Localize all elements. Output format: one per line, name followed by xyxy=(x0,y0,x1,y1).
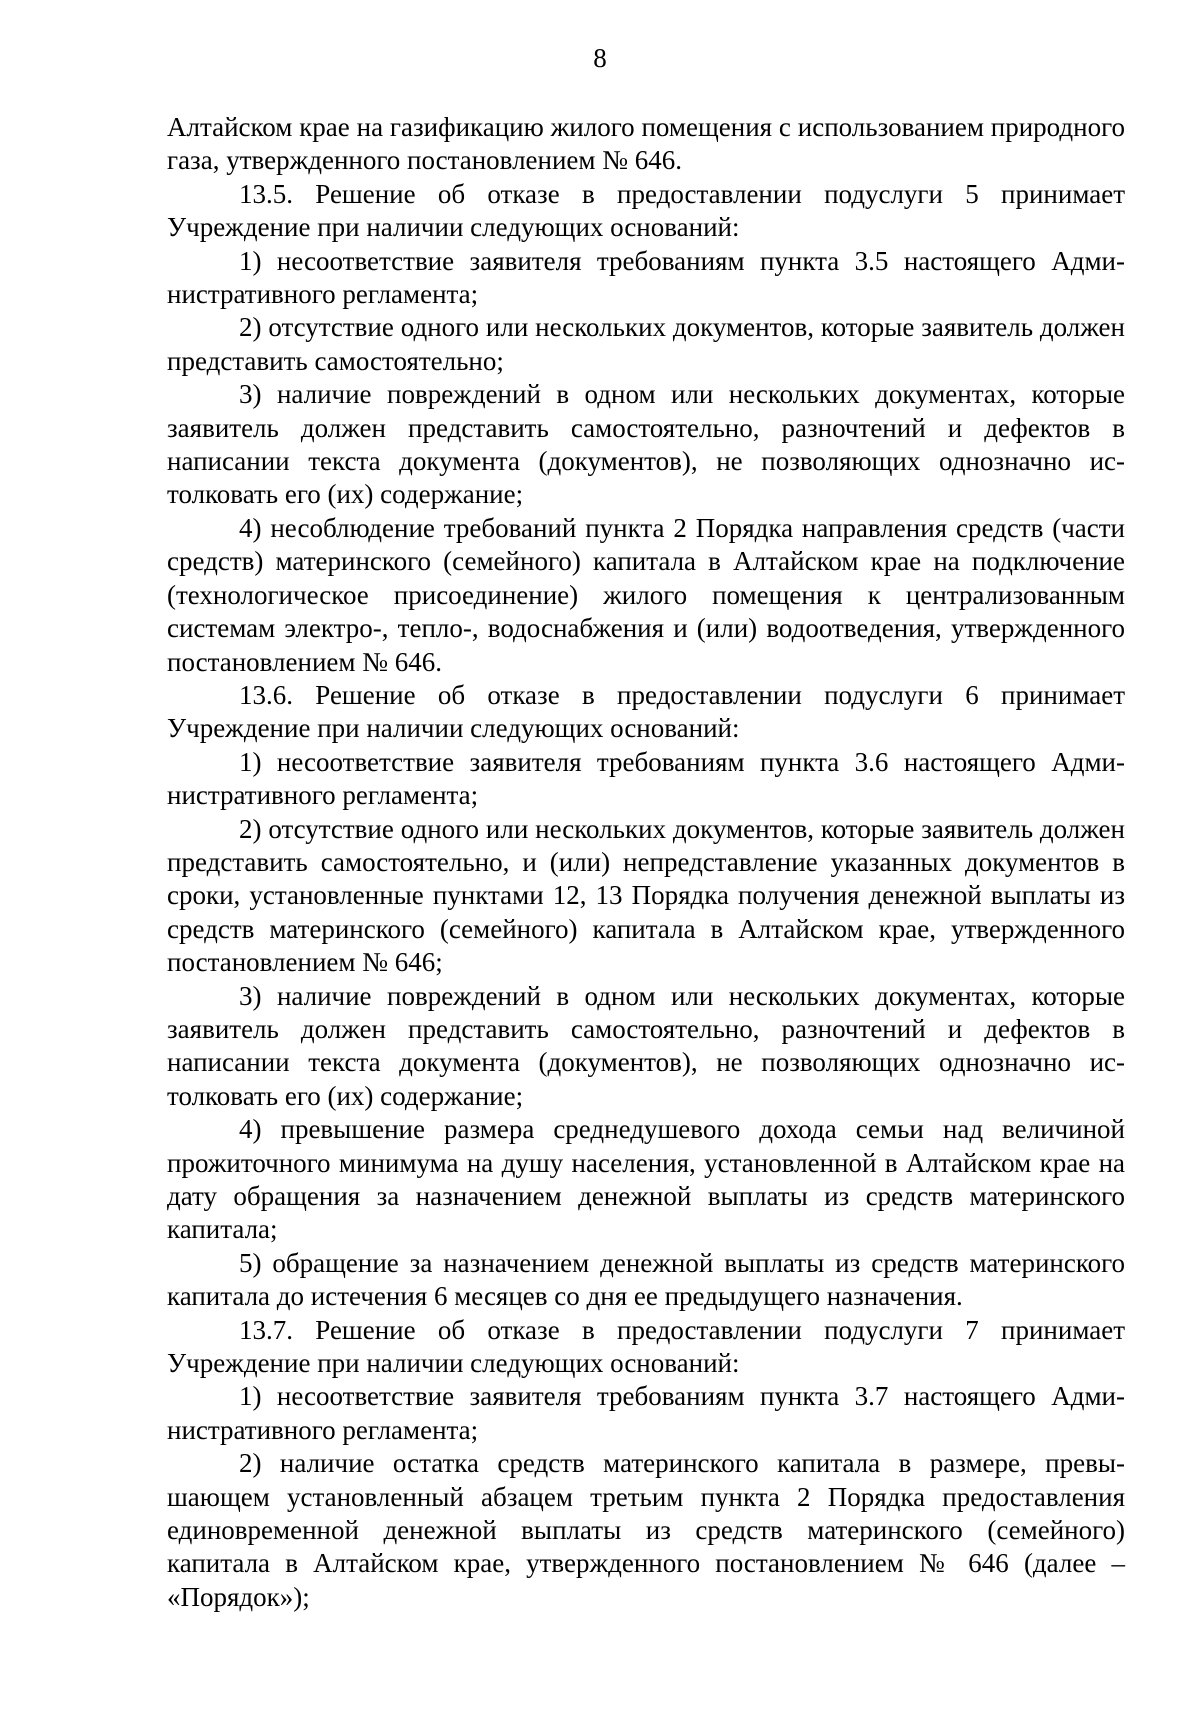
paragraph-continuation: Алтайском крае на газификацию жилого помещения с использованием природного газа, утвержденного постановлением № 646. xyxy=(167,112,1125,176)
paragraph-13-6-item-2: 2) отсутствие одного или нескольких документов, которые заявитель должен представить самостоятельно, и (или) непредставление указанных документов в сроки, установленные пунктами 12, 13 Порядка получения денежной выплаты из средств материнского (семейного) капитала в Алтайском крае, утвержденного постановлением № 646; xyxy=(167,813,1125,978)
paragraph-13-6-item-4: 4) превышение размера среднедушевого дохода семьи над величиной прожиточного минимума на душу населения, установленной в Алтайском крае на дату обращения за назначением денежной выплаты из средств материнского капитала; xyxy=(167,1114,1125,1245)
paragraph-13-7-item-2: 2) наличие остатка средств материнского капитала в размере, превышающем установленный абзацем третьим пункта 2 Порядка предоставления единовременной денежной выплаты из средств материнского (семейного) капитала в Алтайском крае, утвержденного постановлением № 646 (далее – «Порядок»); xyxy=(167,1448,1125,1612)
paragraph-13-7-intro: 13.7. Решение об отказе в предоставлении подуслуги 7 принимает Учреждение при наличии следующих оснований: xyxy=(167,1314,1125,1379)
paragraph-13-5-item-1: 1) несоответствие заявителя требованиям пункта 3.5 настоящего Административного регламента; xyxy=(167,245,1125,310)
paragraph-13-6-item-5: 5) обращение за назначением денежной выплаты из средств материнского капитала до истечения 6 месяцев со дня ее предыдущего назначения. xyxy=(167,1247,1125,1312)
paragraph-13-5-item-2: 2) отсутствие одного или нескольких документов, которые заявитель должен представить самостоятельно; xyxy=(167,312,1125,376)
paragraph-13-5-item-4: 4) несоблюдение требований пункта 2 Порядка направления средств (части средств) материнского (семейного) капитала в Алтайском крае на подключение (технологическое присоединение) жилого помещения к централизованным системам электро-, тепло-, водоснабжения и (или) водоотведения, утвержденного постановлением № 646. xyxy=(167,512,1125,677)
paragraph-13-5-item-3: 3) наличие повреждений в одном или нескольких документах, которые заявитель должен представить самостоятельно, разночтений и дефектов в написании текста документа (документов), не позволяющих однозначно истолковать его (их) содержание; xyxy=(167,379,1125,510)
paragraph-13-6-item-3: 3) наличие повреждений в одном или нескольких документах, которые заявитель должен представить самостоятельно, разночтений и дефектов в написании текста документа (документов), не позволяющих однозначно истолковать его (их) содержание; xyxy=(167,980,1125,1111)
document-body xyxy=(167,111,1125,1614)
paragraph-13-6-intro: 13.6. Решение об отказе в предоставлении подуслуги 6 принимает Учреждение при наличии следующих оснований: xyxy=(167,679,1125,744)
paragraph-13-5-intro: 13.5. Решение об отказе в предоставлении подуслуги 5 принимает Учреждение при наличии следующих оснований: xyxy=(167,178,1125,243)
page-number: 8 xyxy=(593,43,607,73)
paragraph-13-7-item-1: 1) несоответствие заявителя требованиям пункта 3.7 настоящего Административного регламента; xyxy=(167,1381,1125,1445)
paragraph-13-6-item-1: 1) несоответствие заявителя требованиям пункта 3.6 настоящего Административного регламента; xyxy=(167,746,1125,811)
